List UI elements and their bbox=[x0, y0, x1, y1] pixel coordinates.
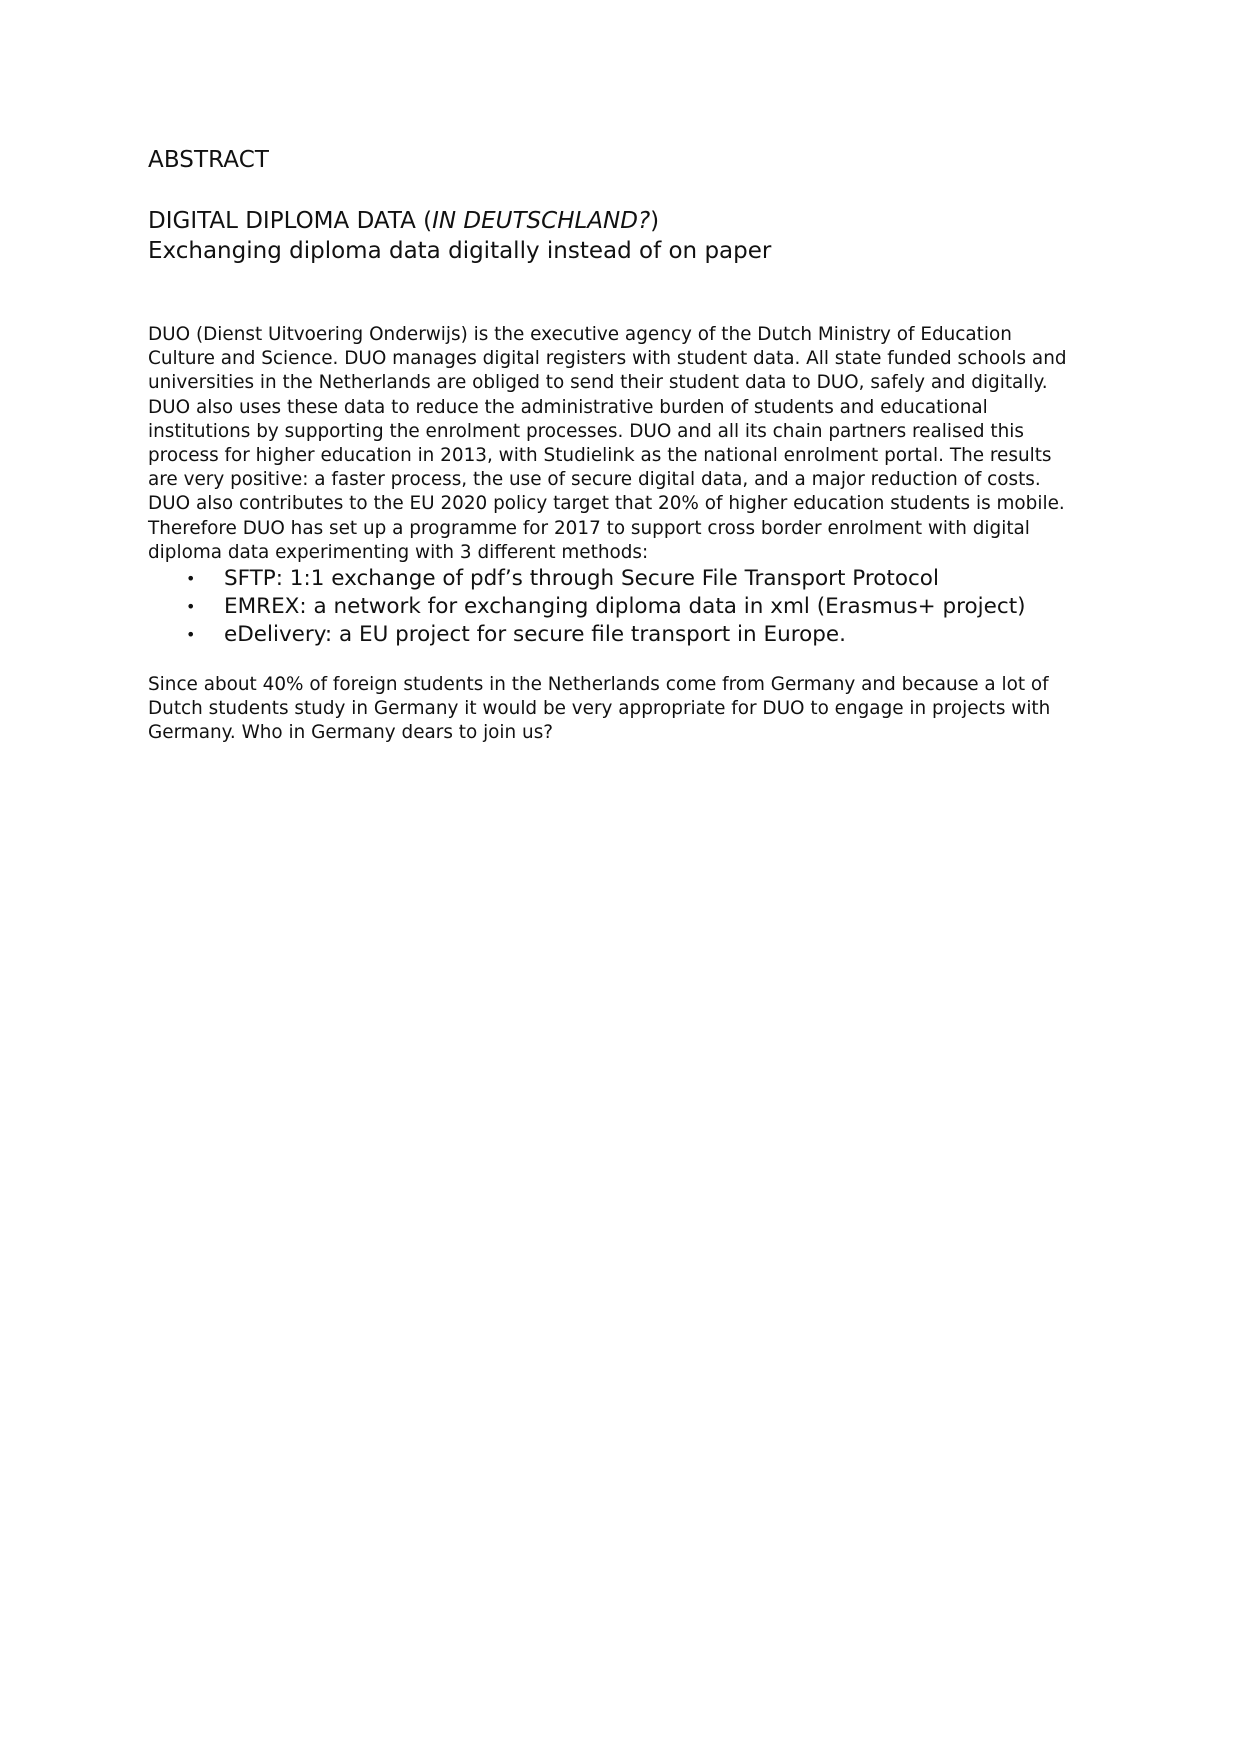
title-line bbox=[148, 206, 771, 236]
paragraph-line: DUO (Dienst Uitvoering Onderwijs) is the executive agency of the Dutch Ministry of Education bbox=[148, 324, 1012, 345]
paragraph-line: Therefore DUO has set up a programme for 2017 to support cross border enrolment with digital bbox=[148, 517, 1030, 539]
paragraph-line: Since about 40% of foreign students in the Netherlands come from Germany and because a lot of bbox=[148, 674, 1049, 695]
subtitle: Exchanging diploma data digitally instead of on paper bbox=[148, 238, 772, 264]
paragraph-line: Culture and Science. DUO manages digital registers with student data. All state funded schools and bbox=[148, 348, 1067, 370]
title-suffix: ) bbox=[650, 208, 660, 234]
section-heading: ABSTRACT bbox=[148, 147, 270, 173]
paragraph-line: diploma data experimenting with 3 different methods: bbox=[148, 541, 649, 563]
list-item bbox=[186, 621, 1026, 649]
list-item bbox=[186, 565, 1026, 593]
list-item-text: SFTP: 1:1 exchange of pdf’s through Secure File Transport Protocol bbox=[224, 566, 939, 591]
paragraph-line: Dutch students study in Germany it would be very appropriate for DUO to engage in projects with bbox=[148, 698, 1051, 720]
paragraph-line: institutions by supporting the enrolment processes. DUO and all its chain partners realised this bbox=[148, 420, 1024, 442]
document-title bbox=[148, 206, 771, 266]
paragraph-line: DUO also uses these data to reduce the administrative burden of students and educational bbox=[148, 396, 988, 418]
paragraph-line: Germany. Who in Germany dears to join us? bbox=[148, 722, 554, 744]
methods-list bbox=[186, 565, 1026, 649]
paragraph-line: are very positive: a faster process, the use of secure digital data, and a major reduction of costs. bbox=[148, 469, 1041, 491]
bullet-icon: • bbox=[186, 569, 196, 588]
intro-paragraph bbox=[148, 323, 1108, 565]
title-italic: IN DEUTSCHLAND? bbox=[432, 208, 651, 234]
bullet-icon: • bbox=[186, 597, 196, 616]
paragraph-line: DUO also contributes to the EU 2020 policy target that 20% of higher education students is mobile. bbox=[148, 493, 1065, 515]
list-item-text: eDelivery: a EU project for secure file transport in Europe. bbox=[224, 622, 846, 647]
closing-paragraph bbox=[148, 673, 1108, 746]
list-item-text: EMREX: a network for exchanging diploma data in xml (Erasmus+ project) bbox=[224, 594, 1026, 619]
title-prefix: DIGITAL DIPLOMA DATA ( bbox=[148, 208, 433, 234]
paragraph-line: universities in the Netherlands are obliged to send their student data to DUO, safely and digitally. bbox=[148, 372, 1048, 394]
bullet-icon: • bbox=[186, 625, 196, 644]
list-item bbox=[186, 593, 1026, 621]
paragraph-line: process for higher education in 2013, with Studielink as the national enrolment portal. The results bbox=[148, 445, 1052, 467]
